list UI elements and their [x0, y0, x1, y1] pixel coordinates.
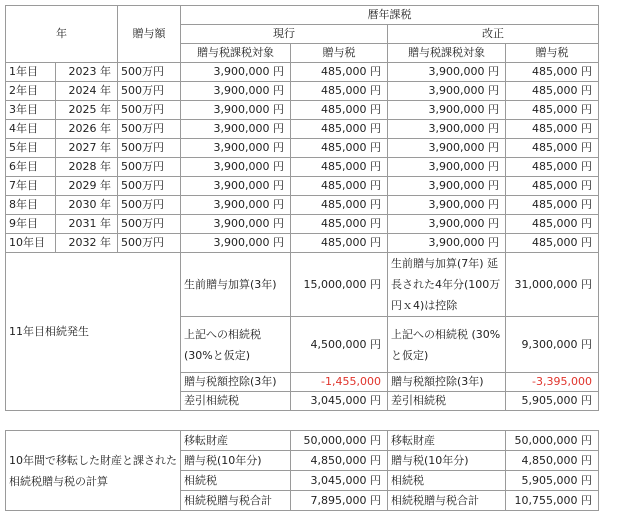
revised-deduction-label: 贈与税額控除(3年) — [388, 373, 506, 392]
row-amount: 500万円 — [118, 177, 181, 196]
table-row — [6, 82, 599, 101]
row-number: 2年目 — [6, 82, 56, 101]
row-year: 2032 年 — [56, 234, 118, 253]
row-amount: 500万円 — [118, 63, 181, 82]
table-row — [6, 139, 599, 158]
summary-row — [6, 431, 599, 451]
year-header: 年 — [6, 6, 118, 63]
revised-taxable-header: 贈与税課税対象 — [388, 44, 506, 63]
current-tax-header: 贈与税 — [291, 44, 388, 63]
row-year: 2026 年 — [56, 120, 118, 139]
row-number: 6年目 — [6, 158, 56, 177]
amount-header: 贈与額 — [118, 6, 181, 63]
current-header: 現行 — [181, 25, 388, 44]
table-row — [6, 234, 599, 253]
row-current-tax: 485,000 円 — [291, 101, 388, 120]
row-amount: 500万円 — [118, 139, 181, 158]
row-revised-tax: 485,000 円 — [506, 158, 599, 177]
summary-revised-value: 10,755,000 円 — [506, 491, 599, 511]
table-row — [6, 215, 599, 234]
row-revised-taxable: 3,900,000 円 — [388, 120, 506, 139]
summary-revised-label: 相続税贈与税合計 — [388, 491, 506, 511]
revised-deduction-value: -3,395,000 — [506, 373, 599, 392]
current-net-tax-value: 3,045,000 円 — [291, 392, 388, 411]
summary-label: 10年間で移転した財産と課された相続税贈与税の計算 — [6, 431, 181, 511]
summary-current-label: 相続税 — [181, 471, 291, 491]
table-row — [6, 177, 599, 196]
revised-header: 改正 — [388, 25, 599, 44]
row-revised-taxable: 3,900,000 円 — [388, 63, 506, 82]
summary-current-value: 7,895,000 円 — [291, 491, 388, 511]
row-current-tax: 485,000 円 — [291, 63, 388, 82]
revised-net-tax-value: 5,905,000 円 — [506, 392, 599, 411]
row-revised-taxable: 3,900,000 円 — [388, 196, 506, 215]
summary-current-value: 4,850,000 円 — [291, 451, 388, 471]
revised-net-tax-label: 差引相続税 — [388, 392, 506, 411]
row-revised-tax: 485,000 円 — [506, 177, 599, 196]
row-revised-taxable: 3,900,000 円 — [388, 158, 506, 177]
row-number: 4年目 — [6, 120, 56, 139]
current-inheritance-tax-value: 4,500,000 円 — [291, 317, 388, 373]
row-revised-taxable: 3,900,000 円 — [388, 101, 506, 120]
row-revised-tax: 485,000 円 — [506, 63, 599, 82]
current-deduction-value: -1,455,000 — [291, 373, 388, 392]
row-revised-tax: 485,000 円 — [506, 101, 599, 120]
row-revised-tax: 485,000 円 — [506, 120, 599, 139]
row-current-tax: 485,000 円 — [291, 215, 388, 234]
row-revised-tax: 485,000 円 — [506, 139, 599, 158]
row-number: 3年目 — [6, 101, 56, 120]
row-current-tax: 485,000 円 — [291, 120, 388, 139]
row-current-tax: 485,000 円 — [291, 234, 388, 253]
summary-current-value: 50,000,000 円 — [291, 431, 388, 451]
summary-current-label: 相続税贈与税合計 — [181, 491, 291, 511]
row-year: 2028 年 — [56, 158, 118, 177]
row-year: 2027 年 — [56, 139, 118, 158]
row-amount: 500万円 — [118, 196, 181, 215]
current-addback-label: 生前贈与加算(3年) — [181, 253, 291, 317]
row-year: 2030 年 — [56, 196, 118, 215]
row-number: 10年目 — [6, 234, 56, 253]
row-number: 7年目 — [6, 177, 56, 196]
row-current-taxable: 3,900,000 円 — [181, 82, 291, 101]
row-revised-taxable: 3,900,000 円 — [388, 139, 506, 158]
summary-current-label: 贈与税(10年分) — [181, 451, 291, 471]
row-amount: 500万円 — [118, 215, 181, 234]
inheritance-label: 11年目相続発生 — [6, 253, 181, 411]
row-revised-tax: 485,000 円 — [506, 82, 599, 101]
revised-addback-label: 生前贈与加算(7年) 延長された4年分(100万円ｘ4)は控除 — [388, 253, 506, 317]
current-net-tax-label: 差引相続税 — [181, 392, 291, 411]
calendar-tax-header: 暦年課税 — [181, 6, 599, 25]
summary-current-value: 3,045,000 円 — [291, 471, 388, 491]
summary-revised-label: 贈与税(10年分) — [388, 451, 506, 471]
row-current-tax: 485,000 円 — [291, 139, 388, 158]
row-year: 2023 年 — [56, 63, 118, 82]
current-inheritance-tax-label: 上記への相続税 (30%と仮定) — [181, 317, 291, 373]
row-current-taxable: 3,900,000 円 — [181, 101, 291, 120]
row-revised-taxable: 3,900,000 円 — [388, 234, 506, 253]
row-revised-taxable: 3,900,000 円 — [388, 177, 506, 196]
summary-current-label: 移転財産 — [181, 431, 291, 451]
row-current-taxable: 3,900,000 円 — [181, 158, 291, 177]
summary-revised-label: 相続税 — [388, 471, 506, 491]
row-current-taxable: 3,900,000 円 — [181, 215, 291, 234]
row-number: 1年目 — [6, 63, 56, 82]
revised-tax-header: 贈与税 — [506, 44, 599, 63]
row-revised-tax: 485,000 円 — [506, 234, 599, 253]
row-year: 2029 年 — [56, 177, 118, 196]
row-amount: 500万円 — [118, 234, 181, 253]
row-current-taxable: 3,900,000 円 — [181, 139, 291, 158]
row-amount: 500万円 — [118, 101, 181, 120]
row-current-tax: 485,000 円 — [291, 177, 388, 196]
row-current-taxable: 3,900,000 円 — [181, 234, 291, 253]
row-year: 2025 年 — [56, 101, 118, 120]
summary-revised-label: 移転財産 — [388, 431, 506, 451]
current-deduction-label: 贈与税額控除(3年) — [181, 373, 291, 392]
row-current-tax: 485,000 円 — [291, 158, 388, 177]
row-current-taxable: 3,900,000 円 — [181, 177, 291, 196]
row-year: 2031 年 — [56, 215, 118, 234]
row-year: 2024 年 — [56, 82, 118, 101]
row-amount: 500万円 — [118, 82, 181, 101]
table-row — [6, 63, 599, 82]
row-current-taxable: 3,900,000 円 — [181, 63, 291, 82]
current-addback-value: 15,000,000 円 — [291, 253, 388, 317]
table-row — [6, 101, 599, 120]
revised-addback-value: 31,000,000 円 — [506, 253, 599, 317]
table-row — [6, 196, 599, 215]
current-taxable-header: 贈与税課税対象 — [181, 44, 291, 63]
summary-table — [5, 430, 599, 511]
row-revised-tax: 485,000 円 — [506, 196, 599, 215]
row-number: 9年目 — [6, 215, 56, 234]
row-current-tax: 485,000 円 — [291, 196, 388, 215]
row-revised-taxable: 3,900,000 円 — [388, 82, 506, 101]
summary-revised-value: 4,850,000 円 — [506, 451, 599, 471]
row-number: 5年目 — [6, 139, 56, 158]
row-revised-taxable: 3,900,000 円 — [388, 215, 506, 234]
revised-inheritance-tax-label: 上記への相続税 (30%と仮定) — [388, 317, 506, 373]
row-current-tax: 485,000 円 — [291, 82, 388, 101]
revised-inheritance-tax-value: 9,300,000 円 — [506, 317, 599, 373]
gift-tax-table — [5, 5, 599, 411]
summary-revised-value: 5,905,000 円 — [506, 471, 599, 491]
row-number: 8年目 — [6, 196, 56, 215]
row-amount: 500万円 — [118, 120, 181, 139]
row-current-taxable: 3,900,000 円 — [181, 196, 291, 215]
table-row — [6, 120, 599, 139]
row-amount: 500万円 — [118, 158, 181, 177]
table-row — [6, 158, 599, 177]
row-revised-tax: 485,000 円 — [506, 215, 599, 234]
row-current-taxable: 3,900,000 円 — [181, 120, 291, 139]
summary-revised-value: 50,000,000 円 — [506, 431, 599, 451]
